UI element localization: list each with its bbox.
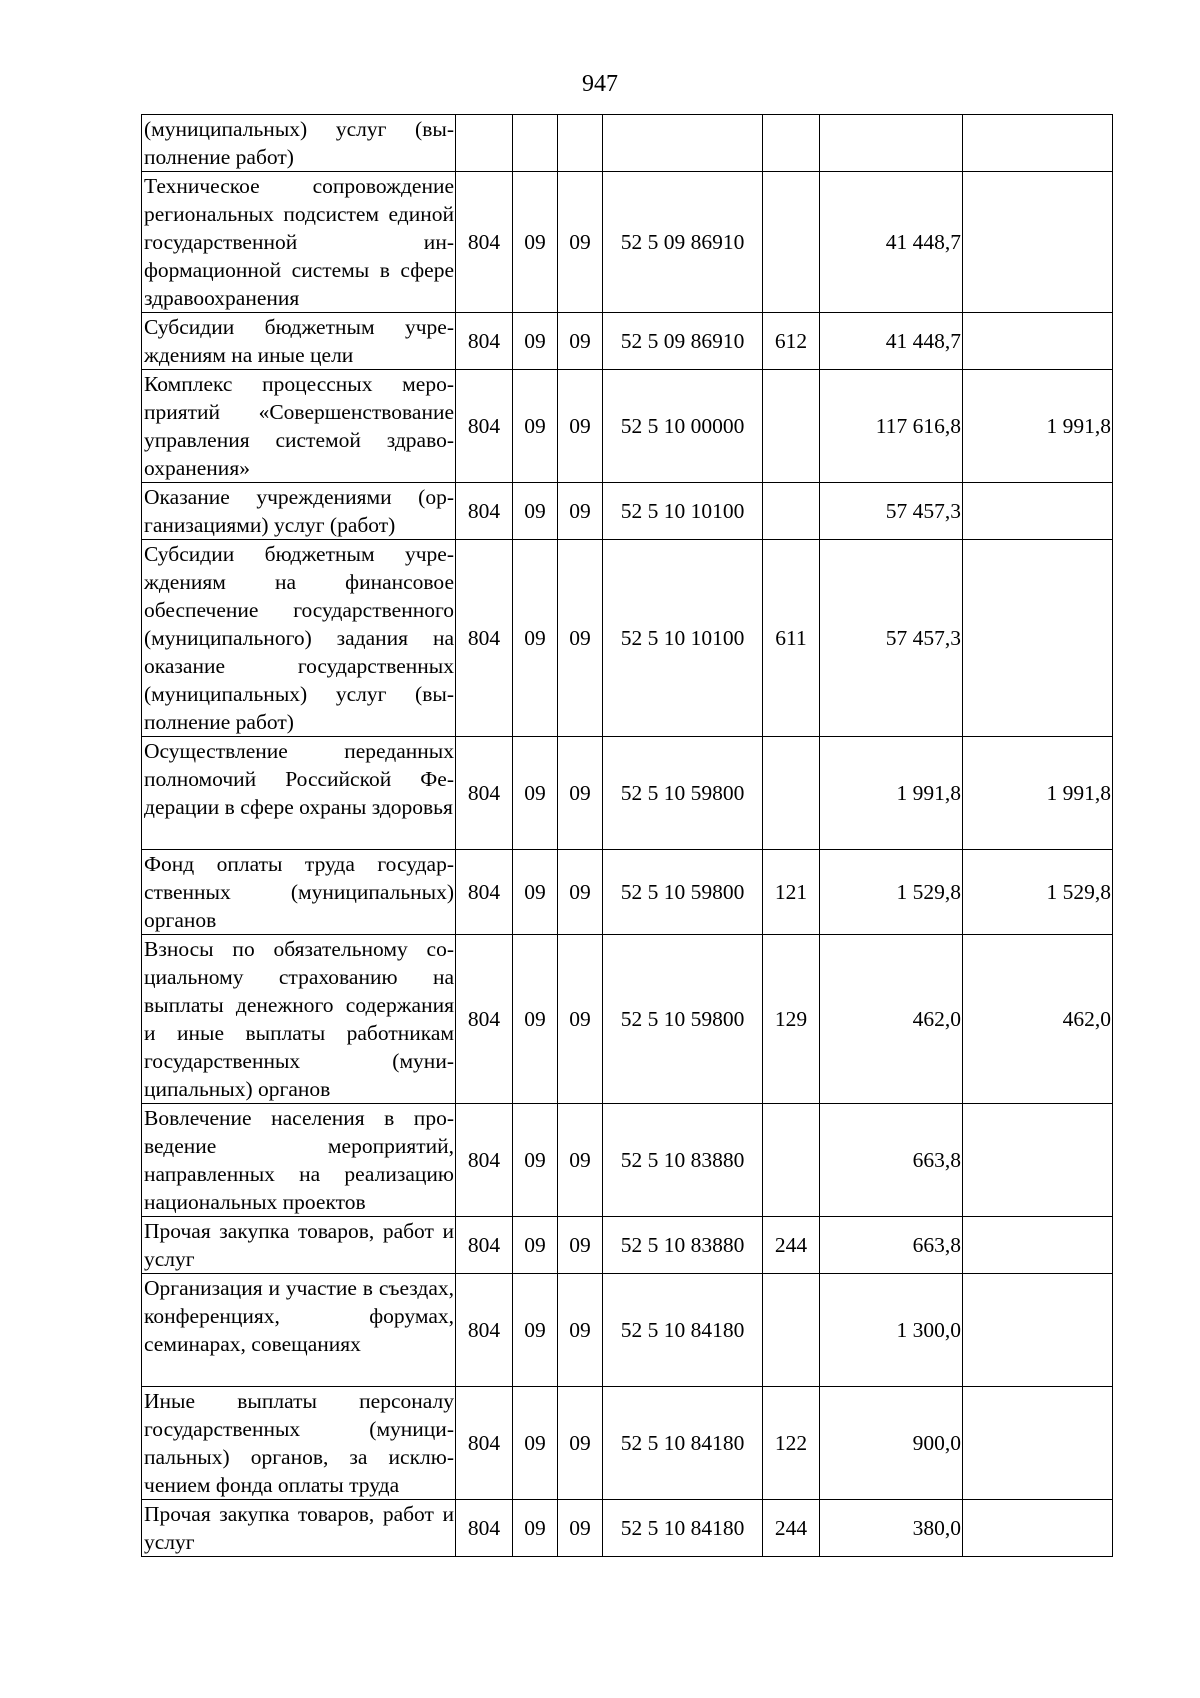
row-pr: 09 [558,1387,603,1500]
row-pr: 09 [558,540,603,737]
table-row [142,115,1113,172]
budget-table [141,114,1113,1557]
row-vr [763,737,820,850]
page-number: 947 [582,71,618,97]
row-name: Иные выплаты персоналу государственных (муниципальных) органов, за исключением фонда оплаты труда [142,1387,456,1500]
table-row [142,850,1113,935]
row-rz: 09 [513,172,558,313]
row-name: Фонд оплаты труда государственных (муниципальных) органов [142,850,456,935]
row-csr: 52 5 10 59800 [603,850,763,935]
row-ved: 804 [456,1387,513,1500]
row-csr: 52 5 09 86910 [603,172,763,313]
row-sum-fed [963,1274,1113,1387]
row-sum-fed: 1 529,8 [963,850,1113,935]
row-vr: 122 [763,1387,820,1500]
row-vr [763,115,820,172]
row-pr: 09 [558,935,603,1104]
row-rz: 09 [513,1217,558,1274]
row-vr [763,483,820,540]
table-row [142,313,1113,370]
row-csr: 52 5 10 83880 [603,1104,763,1217]
row-vr: 244 [763,1500,820,1557]
row-vr [763,1274,820,1387]
row-rz: 09 [513,1104,558,1217]
row-sum: 117 616,8 [820,370,963,483]
row-csr: 52 5 09 86910 [603,313,763,370]
row-vr: 244 [763,1217,820,1274]
row-ved: 804 [456,1500,513,1557]
row-name: (муниципальных) услуг (выполнение работ) [142,115,456,172]
row-rz: 09 [513,313,558,370]
row-ved: 804 [456,172,513,313]
row-ved: 804 [456,370,513,483]
row-rz: 09 [513,370,558,483]
table-row [142,370,1113,483]
row-ved: 804 [456,737,513,850]
row-vr: 612 [763,313,820,370]
row-rz: 09 [513,935,558,1104]
row-sum: 41 448,7 [820,313,963,370]
row-rz: 09 [513,737,558,850]
row-csr: 52 5 10 59800 [603,935,763,1104]
row-vr [763,1104,820,1217]
row-csr: 52 5 10 10100 [603,483,763,540]
row-pr: 09 [558,370,603,483]
row-sum: 900,0 [820,1387,963,1500]
row-sum-fed: 462,0 [963,935,1113,1104]
row-name: Субсидии бюджетным учреждениям на финансовое обеспечение государственного (муниципального) задания на оказание государственных (муниципальных) услуг (выполнение работ) [142,540,456,737]
row-pr: 09 [558,1274,603,1387]
row-rz: 09 [513,1387,558,1500]
row-ved: 804 [456,935,513,1104]
row-csr: 52 5 10 59800 [603,737,763,850]
row-pr: 09 [558,313,603,370]
row-name: Взносы по обязательному социальному страхованию на выплаты денежного содержания и иные выплаты работникам государственных (муниципальных) органов [142,935,456,1104]
row-pr: 09 [558,483,603,540]
row-sum: 57 457,3 [820,540,963,737]
row-vr [763,172,820,313]
row-sum: 462,0 [820,935,963,1104]
row-name: Прочая закупка товаров, работ и услуг [142,1217,456,1274]
row-pr: 09 [558,850,603,935]
row-pr: 09 [558,172,603,313]
row-ved [456,115,513,172]
table-row [142,1217,1113,1274]
row-rz: 09 [513,540,558,737]
row-name: Прочая закупка товаров, работ и услуг [142,1500,456,1557]
row-sum-fed [963,1104,1113,1217]
row-sum-fed [963,115,1113,172]
row-csr: 52 5 10 10100 [603,540,763,737]
row-rz: 09 [513,1500,558,1557]
row-pr: 09 [558,1500,603,1557]
row-rz [513,115,558,172]
row-rz: 09 [513,1274,558,1387]
table-row [142,1387,1113,1500]
row-sum: 1 991,8 [820,737,963,850]
row-sum-fed [963,1387,1113,1500]
row-sum-fed [963,313,1113,370]
row-name: Вовлечение населения в проведение мероприятий, направленных на реализацию национальных проектов [142,1104,456,1217]
row-name: Оказание учреждениями (организациями) услуг (работ) [142,483,456,540]
row-pr [558,115,603,172]
row-name: Техническое сопровождение региональных подсистем единой государственной информационной системы в сфере здравоохранения [142,172,456,313]
row-sum: 663,8 [820,1104,963,1217]
row-ved: 804 [456,1217,513,1274]
row-csr: 52 5 10 00000 [603,370,763,483]
table-row [142,1500,1113,1557]
row-pr: 09 [558,1104,603,1217]
row-ved: 804 [456,850,513,935]
row-ved: 804 [456,1104,513,1217]
table-row [142,1104,1113,1217]
row-sum-fed [963,1217,1113,1274]
row-ved: 804 [456,313,513,370]
row-vr: 129 [763,935,820,1104]
row-sum-fed [963,1500,1113,1557]
row-ved: 804 [456,1274,513,1387]
row-name: Субсидии бюджетным учреждениям на иные цели [142,313,456,370]
row-vr [763,370,820,483]
row-pr: 09 [558,737,603,850]
table-row [142,1274,1113,1387]
row-ved: 804 [456,483,513,540]
row-csr [603,115,763,172]
row-rz: 09 [513,850,558,935]
row-sum-fed: 1 991,8 [963,370,1113,483]
row-sum: 41 448,7 [820,172,963,313]
row-sum: 380,0 [820,1500,963,1557]
table-row [142,737,1113,850]
row-csr: 52 5 10 84180 [603,1274,763,1387]
row-sum: 1 300,0 [820,1274,963,1387]
row-sum-fed: 1 991,8 [963,737,1113,850]
row-sum-fed [963,483,1113,540]
table-row [142,483,1113,540]
row-vr: 121 [763,850,820,935]
row-csr: 52 5 10 83880 [603,1217,763,1274]
table-row [142,540,1113,737]
row-vr: 611 [763,540,820,737]
row-pr: 09 [558,1217,603,1274]
row-ved: 804 [456,540,513,737]
row-rz: 09 [513,483,558,540]
row-sum [820,115,963,172]
row-name: Осуществление переданных полномочий Российской Федерации в сфере охраны здоровья [142,737,456,850]
row-name: Комплекс процессных мероприятий «Совершенствование управления системой здравоохранения» [142,370,456,483]
table-row [142,172,1113,313]
row-sum-fed [963,172,1113,313]
row-sum: 663,8 [820,1217,963,1274]
table-row [142,935,1113,1104]
row-csr: 52 5 10 84180 [603,1500,763,1557]
row-sum: 57 457,3 [820,483,963,540]
row-csr: 52 5 10 84180 [603,1387,763,1500]
row-sum: 1 529,8 [820,850,963,935]
row-name: Организация и участие в съездах, конференциях, форумах, семинарах, совещаниях [142,1274,456,1387]
row-sum-fed [963,540,1113,737]
